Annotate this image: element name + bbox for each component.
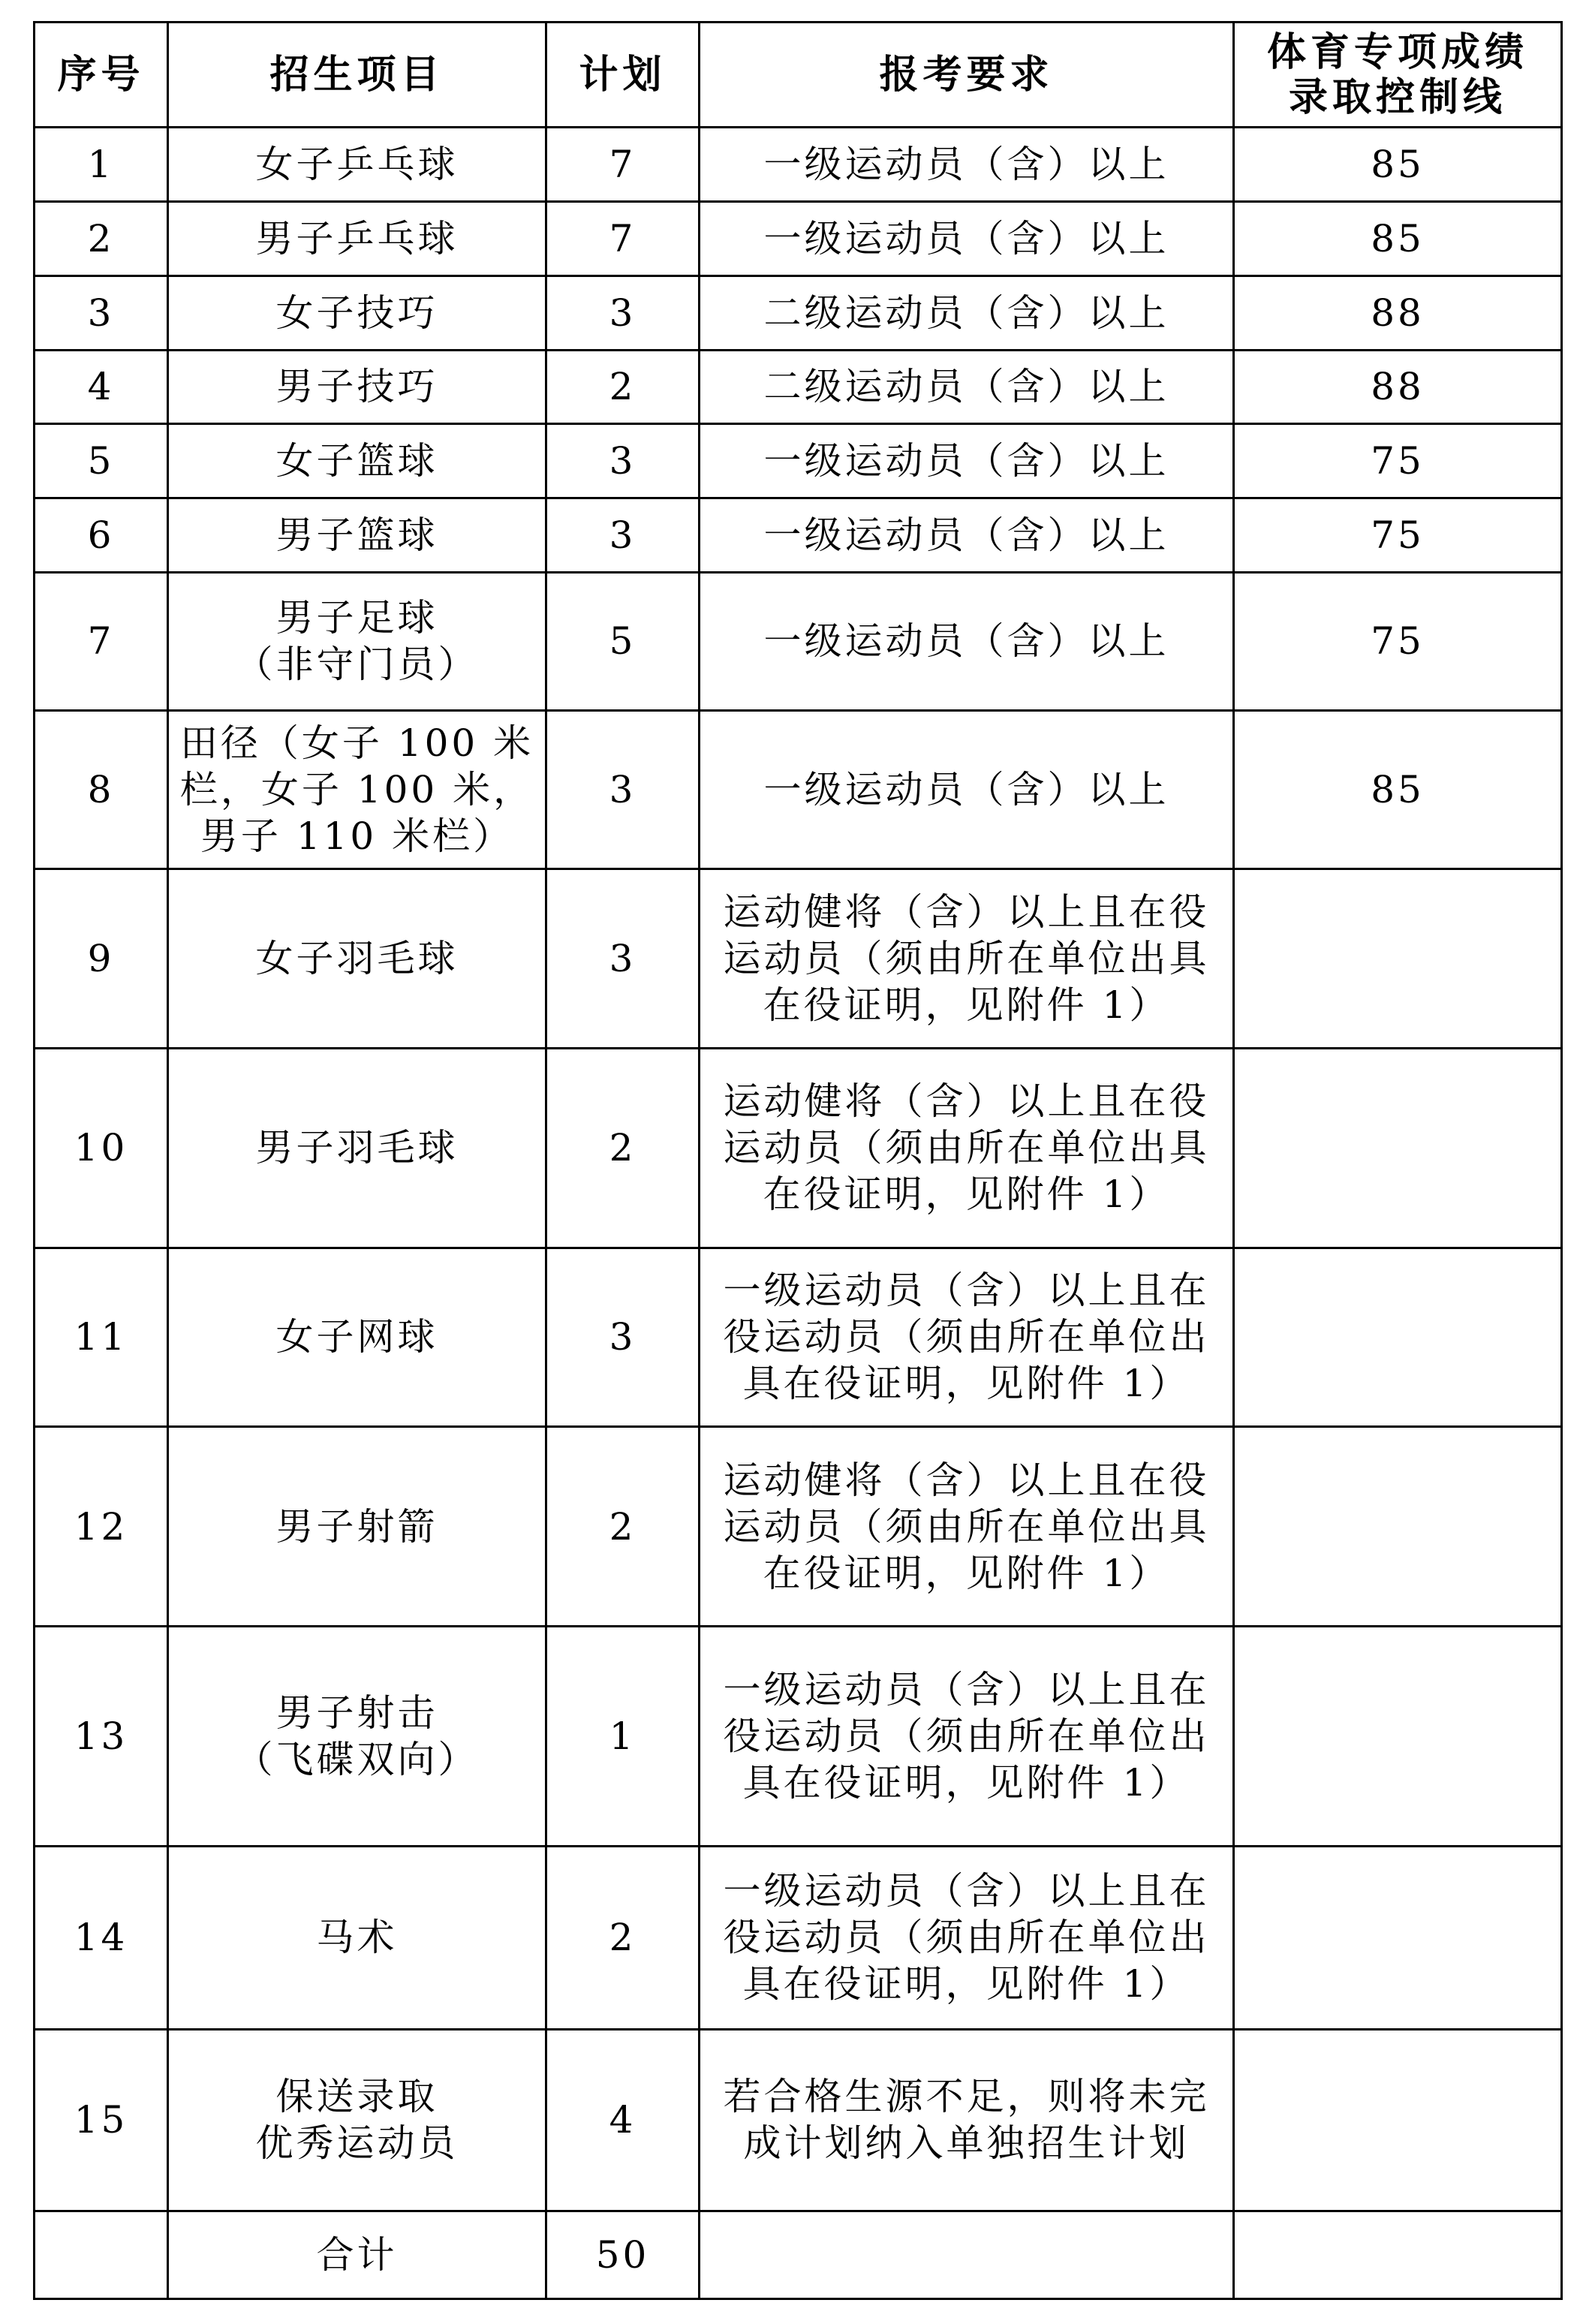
table-row [35, 498, 1562, 573]
table-row [35, 2029, 1562, 2211]
cell-project: 男子技巧 [168, 350, 546, 424]
cell-project: 合计 [168, 2211, 546, 2298]
cell-plan: 1 [546, 1627, 700, 1847]
cell-requirement: 二级运动员（含）以上 [700, 275, 1234, 350]
cell-project: 男子篮球 [168, 498, 546, 573]
cell-project: 女子技巧 [168, 275, 546, 350]
cell-score-line [1234, 869, 1562, 1048]
table-row [35, 275, 1562, 350]
cell-serial-number: 12 [35, 1426, 168, 1626]
cell-plan: 3 [546, 424, 700, 498]
cell-project: 男子射箭 [168, 1426, 546, 1626]
cell-requirement: 一级运动员（含）以上 [700, 128, 1234, 202]
cell-serial-number: 3 [35, 275, 168, 350]
cell-score-line [1234, 2029, 1562, 2211]
header-serial-number: 序号 [35, 23, 168, 128]
cell-serial-number: 10 [35, 1048, 168, 1248]
cell-project: 男子足球 （非守门员） [168, 573, 546, 711]
cell-score-line [1234, 1846, 1562, 2029]
header-row [35, 23, 1562, 128]
cell-score-line [1234, 1627, 1562, 1847]
cell-plan: 5 [546, 573, 700, 711]
table-row [35, 1846, 1562, 2029]
cell-score-line [1234, 2211, 1562, 2298]
table-row [35, 201, 1562, 275]
cell-requirement: 一级运动员（含）以上 [700, 424, 1234, 498]
admission-plan-table [33, 21, 1563, 2300]
table-row [35, 1426, 1562, 1626]
total-row [35, 2211, 1562, 2298]
cell-requirement: 二级运动员（含）以上 [700, 350, 1234, 424]
cell-requirement: 一级运动员（含）以上且在 役运动员（须由所在单位出 具在役证明，见附件 1） [700, 1846, 1234, 2029]
cell-project: 女子羽毛球 [168, 869, 546, 1048]
cell-plan: 2 [546, 1048, 700, 1248]
cell-serial-number: 14 [35, 1846, 168, 2029]
cell-plan: 2 [546, 350, 700, 424]
cell-serial-number: 8 [35, 710, 168, 869]
cell-score-line: 88 [1234, 350, 1562, 424]
cell-serial-number: 15 [35, 2029, 168, 2211]
cell-requirement: 一级运动员（含）以上 [700, 201, 1234, 275]
cell-score-line [1234, 1426, 1562, 1626]
cell-plan: 2 [546, 1846, 700, 2029]
cell-plan: 7 [546, 128, 700, 202]
cell-project: 女子乒乓球 [168, 128, 546, 202]
cell-serial-number: 5 [35, 424, 168, 498]
cell-score-line [1234, 1248, 1562, 1426]
cell-project: 男子羽毛球 [168, 1048, 546, 1248]
cell-plan: 3 [546, 869, 700, 1048]
cell-serial-number: 9 [35, 869, 168, 1048]
table-row [35, 424, 1562, 498]
cell-serial-number: 7 [35, 573, 168, 711]
table-row [35, 128, 1562, 202]
cell-requirement: 一级运动员（含）以上 [700, 710, 1234, 869]
cell-score-line: 75 [1234, 573, 1562, 711]
cell-project: 田径（女子 100 米 栏，女子 100 米， 男子 110 米栏） [168, 710, 546, 869]
header-score-line: 体育专项成绩 录取控制线 [1234, 23, 1562, 128]
cell-requirement [700, 2211, 1234, 2298]
cell-requirement: 若合格生源不足，则将未完 成计划纳入单独招生计划 [700, 2029, 1234, 2211]
header-project: 招生项目 [168, 23, 546, 128]
cell-plan: 3 [546, 710, 700, 869]
table-row [35, 1048, 1562, 1248]
cell-score-line: 85 [1234, 128, 1562, 202]
cell-requirement: 运动健将（含）以上且在役 运动员（须由所在单位出具 在役证明，见附件 1） [700, 1048, 1234, 1248]
cell-serial-number: 4 [35, 350, 168, 424]
table-row [35, 710, 1562, 869]
cell-requirement: 一级运动员（含）以上且在 役运动员（须由所在单位出 具在役证明，见附件 1） [700, 1248, 1234, 1426]
cell-requirement: 运动健将（含）以上且在役 运动员（须由所在单位出具 在役证明，见附件 1） [700, 1426, 1234, 1626]
cell-project: 保送录取 优秀运动员 [168, 2029, 546, 2211]
table-row [35, 1627, 1562, 1847]
header-requirement: 报考要求 [700, 23, 1234, 128]
cell-requirement: 运动健将（含）以上且在役 运动员（须由所在单位出具 在役证明，见附件 1） [700, 869, 1234, 1048]
cell-requirement: 一级运动员（含）以上且在 役运动员（须由所在单位出 具在役证明，见附件 1） [700, 1627, 1234, 1847]
cell-plan: 50 [546, 2211, 700, 2298]
cell-plan: 3 [546, 275, 700, 350]
cell-score-line: 85 [1234, 710, 1562, 869]
cell-score-line [1234, 1048, 1562, 1248]
cell-requirement: 一级运动员（含）以上 [700, 573, 1234, 711]
cell-project: 女子篮球 [168, 424, 546, 498]
cell-serial-number: 6 [35, 498, 168, 573]
table-row [35, 350, 1562, 424]
cell-serial-number: 2 [35, 201, 168, 275]
cell-serial-number [35, 2211, 168, 2298]
cell-project: 男子射击 （飞碟双向） [168, 1627, 546, 1847]
cell-plan: 7 [546, 201, 700, 275]
header-plan: 计划 [546, 23, 700, 128]
cell-plan: 2 [546, 1426, 700, 1626]
table-row [35, 573, 1562, 711]
cell-score-line: 85 [1234, 201, 1562, 275]
cell-project: 女子网球 [168, 1248, 546, 1426]
table-row [35, 869, 1562, 1048]
cell-score-line: 75 [1234, 424, 1562, 498]
cell-project: 男子乒乓球 [168, 201, 546, 275]
cell-plan: 3 [546, 1248, 700, 1426]
cell-plan: 4 [546, 2029, 700, 2211]
cell-requirement: 一级运动员（含）以上 [700, 498, 1234, 573]
cell-project: 马术 [168, 1846, 546, 2029]
cell-serial-number: 13 [35, 1627, 168, 1847]
cell-serial-number: 1 [35, 128, 168, 202]
cell-score-line: 88 [1234, 275, 1562, 350]
cell-serial-number: 11 [35, 1248, 168, 1426]
cell-score-line: 75 [1234, 498, 1562, 573]
table-row [35, 1248, 1562, 1426]
cell-plan: 3 [546, 498, 700, 573]
